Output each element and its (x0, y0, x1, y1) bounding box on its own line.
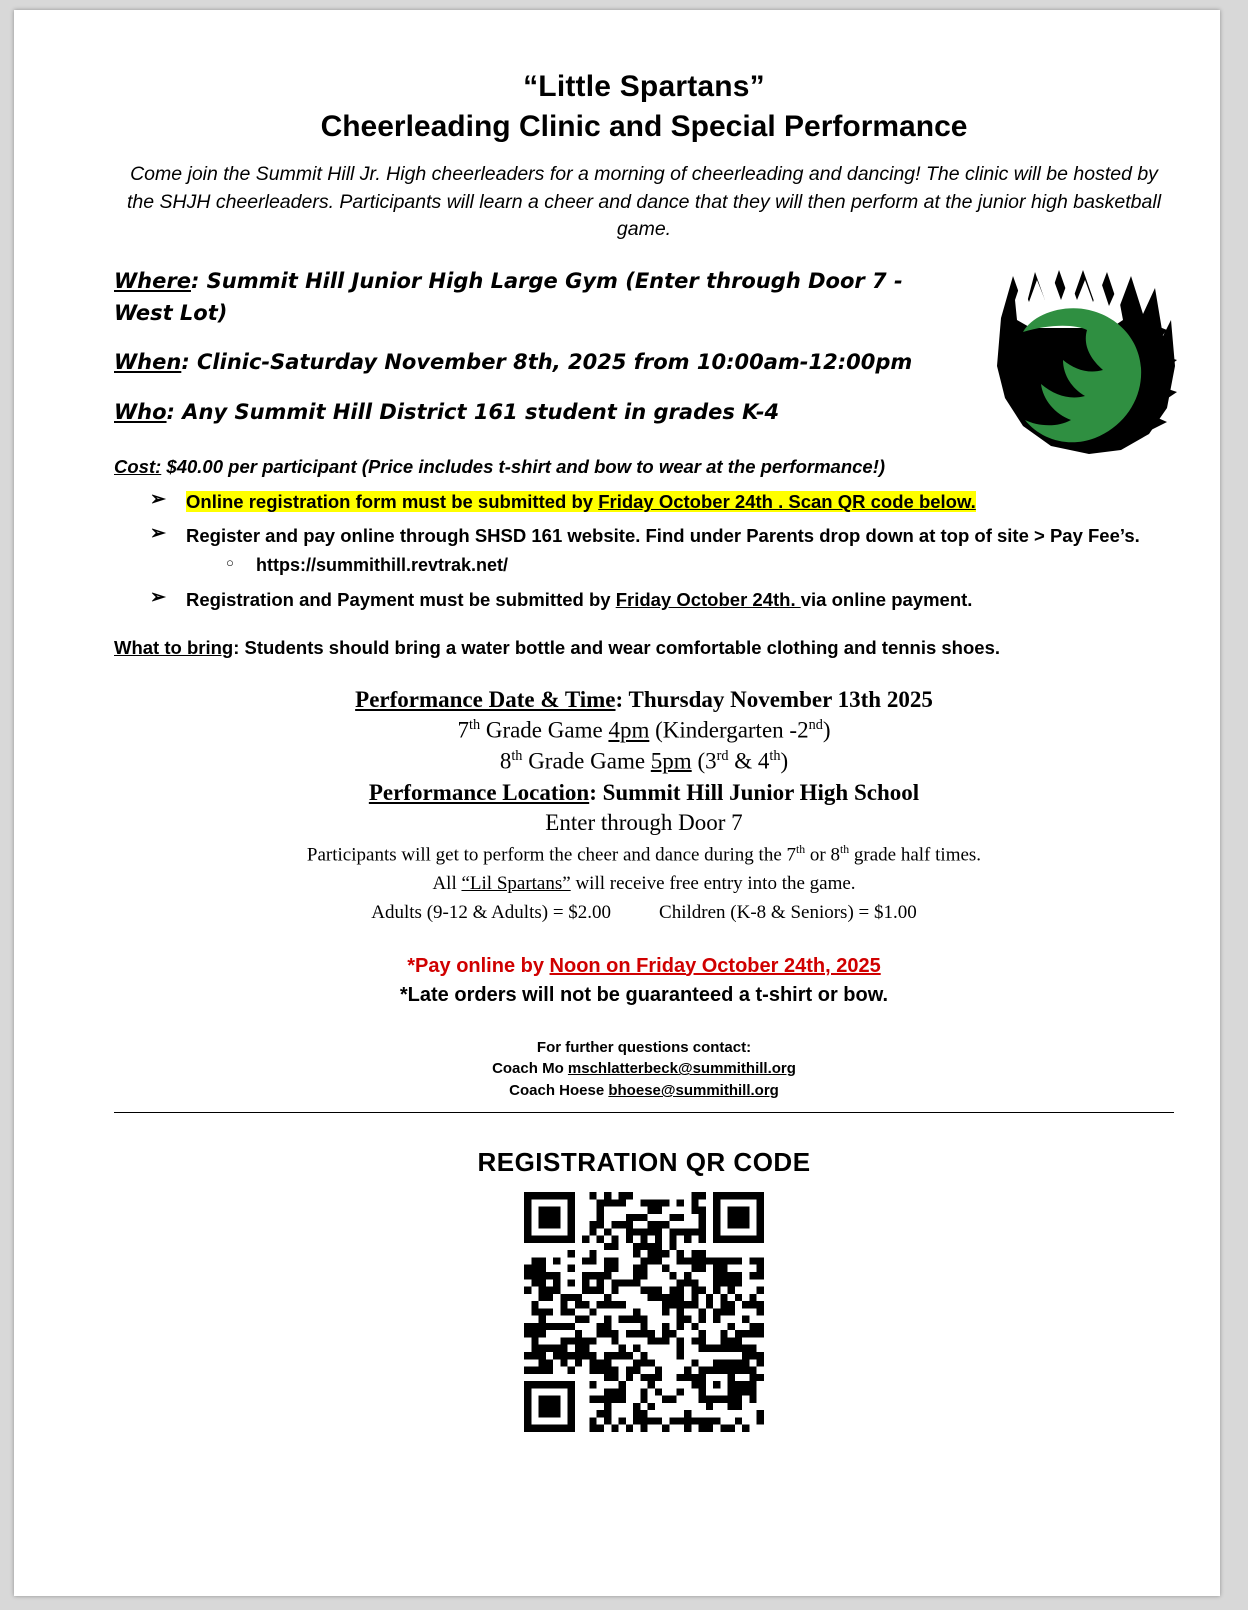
performance-note-end: grade half times. (849, 844, 982, 866)
contact-2-name: Coach Hoese (509, 1082, 609, 1100)
who-label: Who (114, 399, 167, 424)
contact-line-1 (114, 1058, 1174, 1080)
when-label: When (114, 350, 182, 375)
bullet-3-deadline: Friday October 24th. (615, 588, 801, 610)
registration-qr-code[interactable] (524, 1192, 764, 1432)
performance-location-label: Performance Location (368, 780, 590, 806)
when-row (114, 347, 944, 379)
free-entry-post: will receive free entry into the game. (570, 873, 856, 895)
where-value: : Summit Hill Junior High Large Gym (Enter through Door 7 - West Lot) (114, 269, 903, 325)
enter-door-line: Enter through Door 7 (545, 810, 743, 836)
game-8th-groups-sup1: rd (716, 747, 729, 764)
flyer-page (14, 10, 1220, 1596)
game-7th-line (114, 717, 1174, 744)
performance-location-line (114, 780, 1174, 806)
cost-label: Cost: (114, 456, 162, 478)
contact-2-email[interactable]: bhoese@summithill.org (608, 1082, 779, 1100)
performance-note-mid: or 8 (805, 844, 840, 866)
cost-value: $40.00 per participant (Price includes t-shirt and bow to wear at the performance!) (161, 456, 886, 478)
game-8th-groups-end: ) (780, 748, 789, 774)
game-7th-time: 4pm (608, 717, 650, 743)
arrow-bullet-icon: ➢ (150, 586, 166, 608)
performance-note-sup2: th (840, 843, 850, 857)
circle-bullet-icon: ○ (226, 555, 234, 571)
game-8th-groups-sup2: th (769, 747, 781, 764)
game-8th-line (114, 748, 1174, 775)
revtrak-link[interactable]: https://summithill.revtrak.net/ (256, 555, 509, 576)
pay-online-deadline: Noon on Friday October 24th, 2025 (549, 954, 881, 977)
bullet-3-text-post: via online payment. (800, 588, 973, 610)
contact-heading: For further questions contact: (536, 1038, 752, 1056)
performance-section (114, 687, 1174, 926)
bullet-1-text: Online registration form must be submitted by (186, 490, 599, 512)
when-value: : Clinic-Saturday November 8th, 2025 from 10:00am-12:00pm (181, 350, 913, 375)
performance-note-line (114, 842, 1174, 869)
ticket-price-adults: Adults (9-12 & Adults) = $2.00 (371, 901, 612, 923)
contact-1-email[interactable]: mschlatterbeck@summithill.org (567, 1060, 796, 1078)
list-item (114, 587, 1174, 613)
bullet-2-text: Register and pay online through SHSD 161 website. Find under Parents drop down at top of site > Pay Fee’s. (186, 525, 1140, 547)
who-value: : Any Summit Hill District 161 student in grades K-4 (166, 399, 780, 424)
game-8th-grade-sup: th (511, 747, 523, 764)
game-8th-time: 5pm (650, 748, 692, 774)
game-7th-groups: (Kindergarten -2 (649, 717, 809, 743)
performance-date-value: : Thursday November 13th 2025 (615, 687, 933, 713)
qr-code-wrapper (114, 1192, 1174, 1432)
contact-block (114, 1037, 1174, 1102)
where-row (114, 266, 944, 329)
bullet-1-deadline: Friday October 24th . Scan QR code below. (598, 490, 976, 512)
what-to-bring-value: : Students should bring a water bottle and wear comfortable clothing and tennis shoes. (233, 637, 1001, 659)
list-item (186, 553, 1174, 579)
arrow-bullet-icon: ➢ (150, 523, 166, 545)
free-entry-line (114, 871, 1174, 898)
performance-note-sup1: th (796, 843, 806, 857)
pay-online-line (114, 955, 1174, 978)
registration-sub-list (186, 553, 1174, 579)
performance-date-label: Performance Date & Time (355, 687, 616, 713)
page-title-line1: “Little Spartans” (523, 70, 765, 103)
divider (114, 1112, 1174, 1113)
game-7th-grade-sup: th (468, 717, 481, 734)
pay-online-prefix: *Pay online by (407, 954, 550, 977)
performance-note-pre: Participants will get to perform the cheer and dance during the 7 (306, 844, 797, 866)
contact-1-name: Coach Mo (492, 1060, 568, 1078)
registration-bullet-list (114, 489, 1174, 613)
what-to-bring-row (114, 635, 1174, 661)
game-7th-grade-num: 7 (457, 717, 469, 743)
intro-paragraph: Come join the Summit Hill Jr. High cheerleaders for a morning of cheerleading and dancing! The clinic will be hosted by the SHJH cheerleaders. Participants will learn a cheer and dance that they will then perform at the junior high basketball game. (126, 163, 1162, 241)
arrow-bullet-icon: ➢ (150, 488, 166, 510)
late-orders-line: *Late orders will not be guaranteed a t-shirt or bow. (399, 983, 889, 1006)
who-row (114, 397, 1014, 429)
game-8th-groups-mid: & 4 (728, 748, 770, 774)
contact-line-2 (114, 1080, 1174, 1102)
bullet-3-text: Registration and Payment must be submitted by (186, 588, 616, 610)
free-entry-term: “Lil Spartans” (461, 873, 571, 895)
game-7th-groups-end: ) (822, 717, 831, 743)
what-to-bring-label: What to bring (114, 637, 234, 659)
cost-row (114, 454, 1174, 481)
game-8th-grade-num: 8 (499, 748, 512, 774)
game-8th-groups: (3 (691, 748, 717, 774)
ticket-prices-line (114, 900, 1174, 927)
page-title-line2: Cheerleading Clinic and Special Performance (320, 109, 968, 143)
ticket-price-children: Children (K-8 & Seniors) = $1.00 (659, 901, 917, 923)
game-8th-label: Grade Game (522, 748, 651, 774)
performance-date-line (114, 687, 1174, 713)
game-7th-groups-sup: nd (808, 717, 823, 734)
list-item (114, 523, 1174, 579)
where-label: Where (114, 269, 191, 294)
performance-location-value: : Summit Hill Junior High School (589, 780, 920, 806)
list-item (114, 489, 1174, 515)
qr-heading: REGISTRATION QR CODE (477, 1146, 811, 1177)
game-7th-label: Grade Game (480, 717, 609, 743)
free-entry-pre: All (432, 873, 462, 895)
